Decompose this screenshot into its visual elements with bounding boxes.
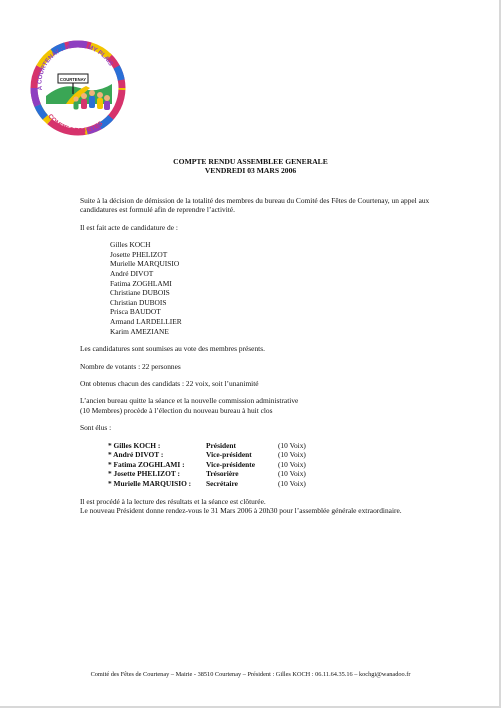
candidate-item: Murielle MARQUISIO [110, 259, 180, 269]
elected-votes: (10 Voix) [278, 450, 306, 460]
elected-votes: (10 Voix) [278, 478, 306, 488]
elected-name: * Fatima ZOGHLAMI : [108, 459, 185, 469]
elected-table [108, 441, 306, 489]
elected-votes: (10 Voix) [278, 469, 306, 479]
elected-intro: Sont élus : [80, 423, 112, 433]
logo-bottom-text: COMITE DES FETES [46, 112, 105, 135]
elected-name: * Gilles KOCH : [108, 440, 161, 450]
closing-line-2: Le nouveau Président donne rendez-vous le 31 Mars 2006 à 20h30 pour l’assemblée générale extraordinaire. [80, 505, 402, 515]
elected-votes: (10 Voix) [278, 459, 306, 469]
old-board-line-2: (10 Membres) procède à l’élection du nouveau bureau à huit clos [80, 405, 273, 415]
candidates-list [110, 240, 460, 336]
vote-intro: Les candidatures sont soumises au vote des membres présents. [80, 344, 265, 354]
elected-role: Vice-président [206, 450, 252, 460]
candidate-item: Christiane DUBOIS [110, 288, 170, 298]
closing-paragraph [80, 497, 460, 516]
voters-count: Nombre de votants : 22 personnes [80, 361, 181, 371]
elected-name: * Murielle MARQUISIO : [108, 478, 192, 488]
title-line-2: VENDREDI 03 MARS 2006 [204, 166, 297, 175]
elected-row [108, 450, 306, 460]
old-board-paragraph [80, 396, 460, 415]
title-line-1: COMPTE RENDU ASSEMBLEE GENERALE [173, 157, 328, 166]
elected-row [108, 441, 306, 451]
elected-row [108, 469, 306, 479]
logo-arc-text: A COURTENAY : MOI JE MY PLAIS [36, 42, 115, 91]
elected-role: Vice-présidente [206, 459, 255, 469]
candidate-item: Gilles KOCH [110, 240, 151, 250]
document-footer: Comité des Fêtes de Courtenay – Mairie - 38510 Courtenay – Président : Gilles KOCH : 06.11.64.35.16 – kochgi@wanadoo.fr [90, 671, 411, 678]
elected-row [108, 460, 306, 470]
candidate-item: Karim AMEZIANE [110, 326, 169, 336]
elected-name: * Josette PHELIZOT : [108, 469, 180, 479]
candidate-item: Armand LARDELLIER [110, 316, 182, 326]
elected-name: * André DIVOT : [108, 450, 164, 460]
elected-role: Trésorière [206, 469, 239, 479]
comite-des-fetes-logo [28, 38, 128, 138]
candidates-intro: Il est fait acte de candidature de : [80, 222, 178, 232]
candidate-item: Josette PHELIZOT [110, 249, 168, 259]
elected-votes: (10 Voix) [278, 440, 306, 450]
candidate-item: André DIVOT [110, 269, 154, 278]
elected-row [108, 479, 306, 489]
candidate-item: Prisca BAUDOT [110, 307, 161, 317]
candidate-item: Christian DUBOIS [110, 297, 167, 307]
logo-sign-text: COURTENAY [59, 76, 87, 82]
candidate-item: Fatima ZOGHLAMI [110, 278, 172, 288]
vote-result: Ont obtenus chacun des candidats : 22 voix, soit l’unanimité [80, 378, 259, 388]
old-board-line-1: L’ancien bureau quitte la séance et la nouvelle commission administrative [80, 396, 299, 406]
intro-paragraph: Suite à la décision de démission de la totalité des membres du bureau du Comité des Fêtes de Courtenay, un appel aux candidatures est formulé afin de reprendre l’activité. [80, 196, 430, 215]
document-title [0, 157, 501, 175]
closing-line-1: Il est procédé à la lecture des résultats et la séance est clôturée. [80, 496, 266, 506]
document-body [80, 196, 460, 523]
elected-role: Président [206, 440, 236, 450]
elected-role: Secrétaire [206, 478, 238, 488]
